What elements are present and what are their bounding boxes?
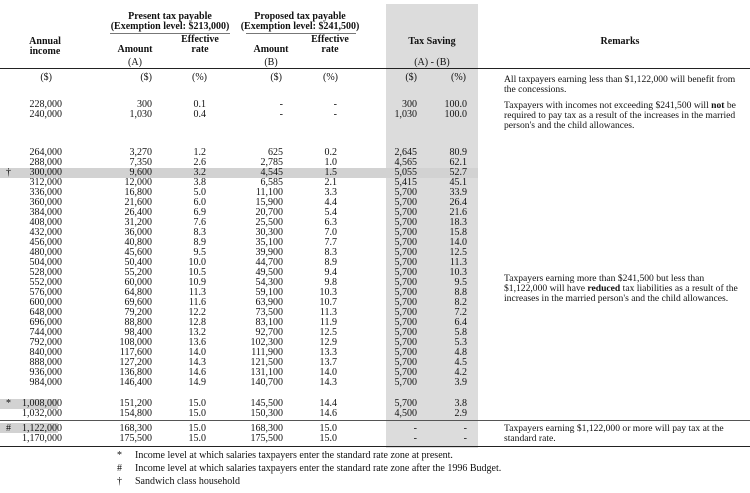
cell-proposed-amount: 83,100 — [255, 317, 283, 328]
cell-proposed-rate: 14.6 — [319, 408, 337, 419]
cell-proposed-rate: 14.4 — [319, 398, 337, 409]
cell-present-rate: 14.6 — [188, 367, 206, 378]
cell-present-rate: 9.5 — [193, 247, 206, 258]
cell-present-amount: 40,800 — [124, 237, 152, 248]
cell-proposed-rate: 8.3 — [324, 247, 337, 258]
cell-saving-amount: 5,700 — [394, 237, 417, 248]
cell-saving-amount: 5,700 — [394, 297, 417, 308]
header-proposed-rate-1: Effective — [311, 34, 349, 45]
footnote-dagger-symbol: † — [117, 476, 122, 487]
header-tax-saving: Tax Saving — [408, 36, 456, 47]
cell-income: 432,000 — [29, 227, 62, 238]
header-present-label: (A) — [128, 57, 142, 68]
cell-saving-amount: - — [413, 423, 417, 434]
cell-proposed-amount: 175,500 — [250, 433, 283, 444]
cell-saving-pct: 45.1 — [449, 177, 467, 188]
cell-saving-pct: 10.3 — [449, 267, 467, 278]
cell-proposed-amount: 2,785 — [260, 157, 283, 168]
cell-proposed-rate: 14.3 — [319, 377, 337, 388]
cell-present-amount: 60,000 — [124, 277, 152, 288]
cell-proposed-rate: 15.0 — [319, 433, 337, 444]
cell-present-rate: 13.2 — [188, 327, 206, 338]
cell-saving-amount: 5,415 — [394, 177, 417, 188]
cell-saving-pct: 8.8 — [454, 287, 467, 298]
cell-saving-pct: - — [463, 423, 467, 434]
cell-saving-amount: 5,700 — [394, 277, 417, 288]
unit-present-amount: ($) — [140, 72, 152, 83]
cell-saving-amount: 5,700 — [394, 337, 417, 348]
cell-saving-pct: 21.6 — [449, 207, 467, 218]
bottom-rule — [0, 446, 750, 447]
cell-saving-amount: 300 — [402, 99, 417, 110]
cell-saving-pct: 3.9 — [454, 377, 467, 388]
cell-saving-pct: 4.5 — [454, 357, 467, 368]
cell-proposed-amount: 44,700 — [255, 257, 283, 268]
cell-present-amount: 108,000 — [119, 337, 152, 348]
cell-proposed-rate: 12.9 — [319, 337, 337, 348]
cell-income: 984,000 — [29, 377, 62, 388]
header-annual-income-2: income — [29, 46, 61, 57]
cell-present-amount: 1,030 — [129, 109, 152, 120]
cell-proposed-rate: 2.1 — [324, 177, 337, 188]
cell-proposed-amount: 49,500 — [255, 267, 283, 278]
unit-income: ($) — [40, 72, 52, 83]
cell-saving-amount: 4,500 — [394, 408, 417, 419]
cell-saving-pct: 9.5 — [454, 277, 467, 288]
cell-income: 312,000 — [29, 177, 62, 188]
cell-saving-amount: 5,700 — [394, 197, 417, 208]
cell-present-amount: 127,200 — [119, 357, 152, 368]
cell-proposed-rate: 6.3 — [324, 217, 337, 228]
cell-proposed-amount: 4,545 — [260, 167, 283, 178]
cell-present-amount: 3,270 — [129, 147, 152, 158]
cell-proposed-amount: 121,500 — [250, 357, 283, 368]
cell-saving-amount: 5,700 — [394, 347, 417, 358]
cell-saving-pct: 11.3 — [449, 257, 467, 268]
cell-present-amount: 16,800 — [124, 187, 152, 198]
cell-proposed-amount: 140,700 — [250, 377, 283, 388]
cell-saving-pct: 100.0 — [444, 109, 467, 120]
cell-saving-pct: 62.1 — [449, 157, 467, 168]
cell-present-rate: 15.0 — [188, 433, 206, 444]
cell-present-amount: 168,300 — [119, 423, 152, 434]
cell-income: 696,000 — [29, 317, 62, 328]
header-proposed-label: (B) — [264, 57, 278, 68]
cell-present-rate: 8.9 — [193, 237, 206, 248]
cell-income: 552,000 — [29, 277, 62, 288]
row-marker: * — [6, 398, 11, 409]
cell-income: 840,000 — [29, 347, 62, 358]
remark-no-tax-b: not — [711, 100, 725, 111]
cell-saving-pct: 4.2 — [454, 367, 467, 378]
cell-proposed-rate: 13.3 — [319, 347, 337, 358]
cell-saving-pct: 18.3 — [449, 217, 467, 228]
cell-present-rate: 11.6 — [188, 297, 206, 308]
cell-present-rate: 8.3 — [193, 227, 206, 238]
remark-reduced-c: tax liabilities as a result of the increases in the married person's and the child allowances. — [504, 283, 738, 304]
cell-present-amount: 175,500 — [119, 433, 152, 444]
cell-income: 408,000 — [29, 217, 62, 228]
cell-proposed-amount: - — [279, 99, 283, 110]
cell-present-amount: 151,200 — [119, 398, 152, 409]
cell-present-amount: 117,600 — [119, 347, 152, 358]
header-remarks: Remarks — [600, 36, 640, 47]
cell-income: 792,000 — [29, 337, 62, 348]
cell-present-rate: 12.2 — [188, 307, 206, 318]
cell-income: 528,000 — [29, 267, 62, 278]
cell-saving-pct: 15.8 — [449, 227, 467, 238]
cell-present-rate: 6.0 — [193, 197, 206, 208]
cell-present-rate: 3.8 — [193, 177, 206, 188]
cell-present-amount: 45,600 — [124, 247, 152, 258]
cell-income: 240,000 — [29, 109, 62, 120]
cell-income: 648,000 — [29, 307, 62, 318]
cell-income: 1,008,000 — [22, 398, 62, 409]
cell-proposed-rate: 14.0 — [319, 367, 337, 378]
cell-proposed-amount: 131,100 — [250, 367, 283, 378]
cell-proposed-rate: 13.7 — [319, 357, 337, 368]
cell-income: 936,000 — [29, 367, 62, 378]
header-present-amount: Amount — [117, 44, 153, 55]
cell-present-amount: 21,600 — [124, 197, 152, 208]
cell-present-amount: 7,350 — [129, 157, 152, 168]
cell-income: 456,000 — [29, 237, 62, 248]
cell-saving-amount: 5,700 — [394, 247, 417, 258]
cell-proposed-amount: 145,500 — [250, 398, 283, 409]
header-proposed-amount: Amount — [253, 44, 289, 55]
footnote-star-symbol: * — [117, 450, 122, 461]
header-proposed-title-1: Proposed tax payable — [254, 11, 346, 22]
footnote-hash-symbol: # — [117, 463, 122, 474]
cell-proposed-rate: 11.3 — [319, 307, 337, 318]
cell-present-amount: 26,400 — [124, 207, 152, 218]
cell-proposed-amount: 150,300 — [250, 408, 283, 419]
cell-proposed-rate: 5.4 — [324, 207, 337, 218]
header-present-rate-1: Effective — [181, 34, 219, 45]
cell-present-rate: 15.0 — [188, 408, 206, 419]
cell-saving-amount: 5,700 — [394, 287, 417, 298]
cell-income: 300,000 — [29, 167, 62, 178]
cell-income: 480,000 — [29, 247, 62, 258]
cell-present-amount: 136,800 — [119, 367, 152, 378]
cell-present-amount: 79,200 — [124, 307, 152, 318]
cell-saving-amount: 5,700 — [394, 257, 417, 268]
group-rule — [0, 420, 750, 421]
cell-saving-pct: 4.8 — [454, 347, 467, 358]
cell-proposed-amount: 20,700 — [255, 207, 283, 218]
cell-proposed-amount: 168,300 — [250, 423, 283, 434]
cell-proposed-amount: 625 — [268, 147, 283, 158]
cell-proposed-amount: 15,900 — [255, 197, 283, 208]
cell-saving-amount: 5,700 — [394, 377, 417, 388]
unit-proposed-amount: ($) — [270, 72, 282, 83]
cell-proposed-amount: - — [279, 109, 283, 120]
cell-saving-pct: 80.9 — [449, 147, 467, 158]
cell-present-rate: 13.6 — [188, 337, 206, 348]
cell-saving-amount: 5,700 — [394, 207, 417, 218]
cell-present-amount: 31,200 — [124, 217, 152, 228]
cell-present-amount: 300 — [137, 99, 152, 110]
cell-saving-amount: 4,565 — [394, 157, 417, 168]
remark-all-benefit: All taxpayers earning less than $1,122,000 will benefit from the concessions. — [504, 74, 736, 95]
cell-present-rate: 14.3 — [188, 357, 206, 368]
cell-proposed-rate: 10.7 — [319, 297, 337, 308]
unit-present-rate: (%) — [192, 72, 207, 83]
cell-income: 264,000 — [29, 147, 62, 158]
cell-present-amount: 69,600 — [124, 297, 152, 308]
footnote-hash-text: Income level at which salaries taxpayers enter the standard rate zone after the 1996 Budget. — [135, 463, 502, 474]
row-marker: # — [6, 423, 11, 434]
cell-saving-pct: 52.7 — [449, 167, 467, 178]
cell-present-amount: 154,800 — [119, 408, 152, 419]
cell-proposed-rate: - — [333, 109, 337, 120]
cell-present-amount: 50,400 — [124, 257, 152, 268]
cell-present-amount: 98,400 — [124, 327, 152, 338]
cell-present-rate: 0.4 — [193, 109, 206, 120]
cell-income: 1,122,000 — [22, 423, 62, 434]
cell-present-rate: 1.2 — [193, 147, 206, 158]
cell-proposed-amount: 30,300 — [255, 227, 283, 238]
cell-saving-pct: 100.0 — [444, 99, 467, 110]
unit-saving-pct: (%) — [451, 72, 466, 83]
remark-reduced-b: reduced — [587, 283, 621, 294]
cell-present-rate: 12.8 — [188, 317, 206, 328]
cell-present-amount: 64,800 — [124, 287, 152, 298]
cell-present-rate: 3.2 — [193, 167, 206, 178]
cell-saving-amount: 5,700 — [394, 357, 417, 368]
cell-proposed-amount: 73,500 — [255, 307, 283, 318]
cell-proposed-rate: 12.5 — [319, 327, 337, 338]
cell-saving-pct: 2.9 — [454, 408, 467, 419]
cell-proposed-rate: 7.7 — [324, 237, 337, 248]
cell-income: 888,000 — [29, 357, 62, 368]
cell-income: 228,000 — [29, 99, 62, 110]
cell-present-rate: 10.0 — [188, 257, 206, 268]
cell-proposed-rate: 8.9 — [324, 257, 337, 268]
remark-reduced — [504, 274, 744, 304]
cell-saving-pct: - — [463, 433, 467, 444]
cell-proposed-rate: 11.9 — [319, 317, 337, 328]
cell-income: 576,000 — [29, 287, 62, 298]
cell-present-amount: 12,000 — [124, 177, 152, 188]
remark-no-tax — [504, 101, 744, 131]
cell-proposed-amount: 54,300 — [255, 277, 283, 288]
present-title-rule — [110, 33, 230, 34]
cell-present-amount: 88,800 — [124, 317, 152, 328]
cell-saving-pct: 3.8 — [454, 398, 467, 409]
cell-present-rate: 6.9 — [193, 207, 206, 218]
cell-saving-amount: 5,700 — [394, 398, 417, 409]
cell-proposed-rate: 15.0 — [319, 423, 337, 434]
cell-saving-amount: 5,700 — [394, 307, 417, 318]
cell-income: 744,000 — [29, 327, 62, 338]
cell-saving-amount: 5,700 — [394, 267, 417, 278]
cell-proposed-amount: 11,100 — [255, 187, 283, 198]
cell-present-rate: 15.0 — [188, 398, 206, 409]
cell-saving-amount: 5,700 — [394, 317, 417, 328]
cell-income: 336,000 — [29, 187, 62, 198]
cell-proposed-amount: 63,900 — [255, 297, 283, 308]
header-proposed-title-2: (Exemption level: $241,500) — [240, 21, 360, 32]
cell-saving-pct: 5.8 — [454, 327, 467, 338]
cell-saving-amount: 1,030 — [394, 109, 417, 120]
cell-proposed-amount: 111,900 — [251, 347, 283, 358]
cell-saving-amount: 5,700 — [394, 187, 417, 198]
remark-no-tax-c: be required to pay tax as a result of the increases in the married person's and the child allowances. — [504, 100, 736, 131]
cell-proposed-amount: 35,100 — [255, 237, 283, 248]
cell-proposed-rate: 9.4 — [324, 267, 337, 278]
cell-present-rate: 10.9 — [188, 277, 206, 288]
cell-saving-amount: 5,700 — [394, 327, 417, 338]
cell-proposed-rate: 4.4 — [324, 197, 337, 208]
cell-saving-amount: 2,645 — [394, 147, 417, 158]
cell-proposed-amount: 102,300 — [250, 337, 283, 348]
cell-saving-pct: 6.4 — [454, 317, 467, 328]
cell-saving-pct: 7.2 — [454, 307, 467, 318]
header-present-title-1: Present tax payable — [128, 11, 212, 22]
cell-present-amount: 146,400 — [119, 377, 152, 388]
cell-income: 1,032,000 — [22, 408, 62, 419]
cell-saving-amount: 5,700 — [394, 217, 417, 228]
unit-saving-amount: ($) — [405, 72, 417, 83]
cell-proposed-rate: 1.0 — [324, 157, 337, 168]
remark-reduced-a: Taxpayers earning more than $241,500 but less than $1,122,000 will have — [504, 273, 705, 294]
cell-present-rate: 14.0 — [188, 347, 206, 358]
cell-present-rate: 0.1 — [193, 99, 206, 110]
cell-present-rate: 7.6 — [193, 217, 206, 228]
header-rule — [0, 68, 750, 69]
cell-saving-pct: 5.3 — [454, 337, 467, 348]
cell-saving-pct: 12.5 — [449, 247, 467, 258]
cell-proposed-rate: 9.8 — [324, 277, 337, 288]
cell-present-rate: 2.6 — [193, 157, 206, 168]
header-present-rate-2: rate — [191, 44, 209, 55]
unit-proposed-rate: (%) — [323, 72, 338, 83]
cell-saving-pct: 8.2 — [454, 297, 467, 308]
remark-no-tax-a: Taxpayers with incomes not exceeding $241,500 will — [504, 100, 712, 111]
cell-saving-pct: 26.4 — [449, 197, 467, 208]
cell-proposed-rate: 1.5 — [324, 167, 337, 178]
row-marker: † — [6, 167, 11, 178]
cell-proposed-amount: 59,100 — [255, 287, 283, 298]
footnote-star-text: Income level at which salaries taxpayers enter the standard rate zone at present. — [135, 450, 453, 461]
cell-saving-amount: 5,055 — [394, 167, 417, 178]
header-annual-income-1: Annual — [29, 36, 61, 47]
cell-income: 504,000 — [29, 257, 62, 268]
cell-proposed-amount: 92,700 — [255, 327, 283, 338]
cell-income: 384,000 — [29, 207, 62, 218]
proposed-title-rule — [246, 33, 356, 34]
cell-present-amount: 55,200 — [124, 267, 152, 278]
cell-present-rate: 5.0 — [193, 187, 206, 198]
header-tax-saving-label: (A) - (B) — [414, 57, 450, 68]
cell-proposed-amount: 39,900 — [255, 247, 283, 258]
cell-proposed-amount: 6,585 — [260, 177, 283, 188]
cell-present-rate: 15.0 — [188, 423, 206, 434]
cell-proposed-rate: 10.3 — [319, 287, 337, 298]
cell-income: 360,000 — [29, 197, 62, 208]
header-present-title-2: (Exemption level: $213,000) — [110, 21, 230, 32]
cell-present-amount: 9,600 — [129, 167, 152, 178]
cell-proposed-rate: 7.0 — [324, 227, 337, 238]
cell-saving-amount: 5,700 — [394, 367, 417, 378]
cell-present-amount: 36,000 — [124, 227, 152, 238]
cell-income: 1,170,000 — [22, 433, 62, 444]
cell-saving-pct: 14.0 — [449, 237, 467, 248]
cell-present-rate: 11.3 — [188, 287, 206, 298]
cell-saving-amount: - — [413, 433, 417, 444]
cell-income: 288,000 — [29, 157, 62, 168]
cell-saving-amount: 5,700 — [394, 227, 417, 238]
cell-proposed-rate: - — [333, 99, 337, 110]
footnote-dagger-text: Sandwich class household — [135, 476, 240, 487]
header-proposed-rate-2: rate — [321, 44, 339, 55]
cell-proposed-amount: 25,500 — [255, 217, 283, 228]
cell-present-rate: 10.5 — [188, 267, 206, 278]
cell-proposed-rate: 3.3 — [324, 187, 337, 198]
remark-standard-rate: Taxpayers earning $1,122,000 or more will pay tax at the standard rate. — [504, 423, 724, 444]
cell-present-rate: 14.9 — [188, 377, 206, 388]
cell-saving-pct: 33.9 — [449, 187, 467, 198]
cell-income: 600,000 — [29, 297, 62, 308]
cell-proposed-rate: 0.2 — [324, 147, 337, 158]
